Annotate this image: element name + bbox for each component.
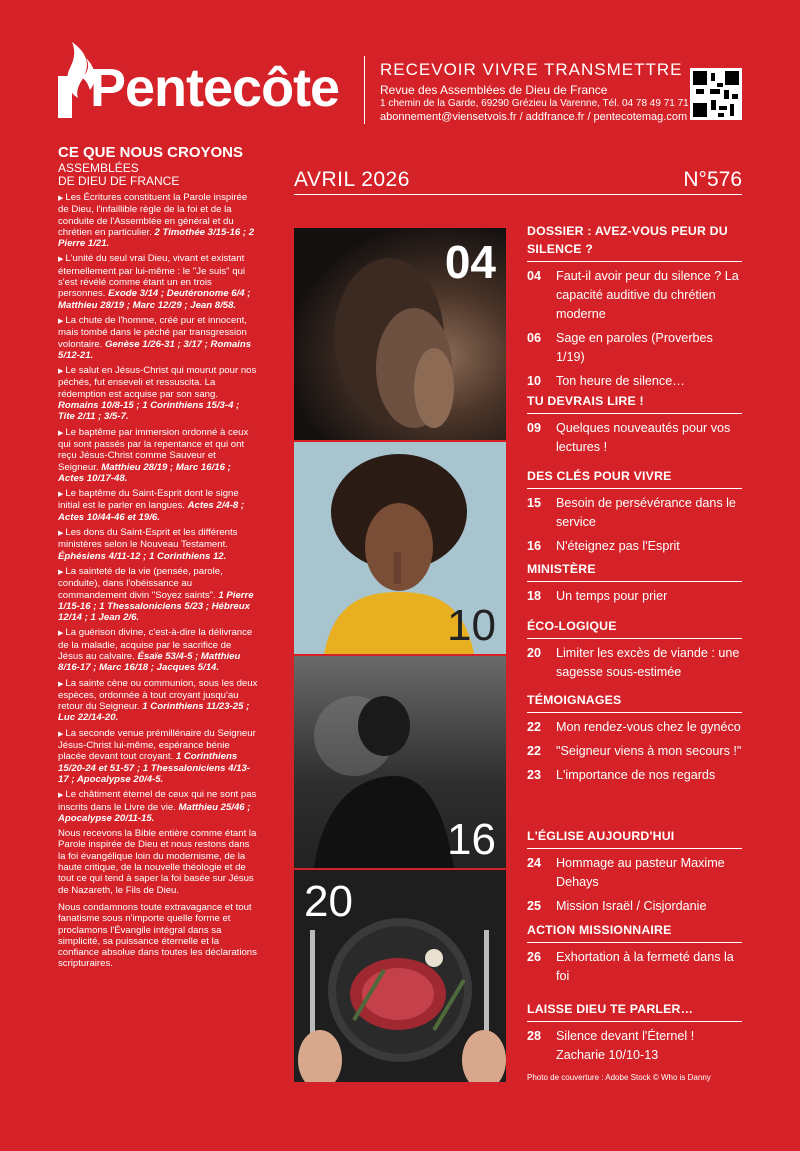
bullet-triangle-icon: ▶ xyxy=(58,491,64,499)
toc-entry-title: Hommage au pasteur Maxime Dehays xyxy=(556,856,725,889)
toc-section-title: TU DEVRAIS LIRE ! xyxy=(527,394,644,408)
toc-entry-title: "Seigneur viens à mon secours !" xyxy=(556,744,742,758)
bullet-triangle-icon: ▶ xyxy=(58,429,64,437)
belief-text: La guérison divine, c'est-à-dire la délivrance de la maladie, acquise par le sacrifice de Jésus au calvaire. xyxy=(58,627,253,662)
bullet-triangle-icon: ▶ xyxy=(58,195,64,202)
bullet-triangle-icon: ▶ xyxy=(58,256,64,264)
belief-reference: 2 Timothée 3/15-16 ; 2 Pierre 1/21. xyxy=(58,226,255,250)
belief-item xyxy=(58,627,258,673)
publisher-line: Revue des Assemblées de Dieu de France xyxy=(380,83,608,97)
section-divider xyxy=(527,488,742,489)
qr-code-icon[interactable] xyxy=(690,68,742,120)
section-divider xyxy=(527,638,742,639)
toc-page-number: 26 xyxy=(527,950,542,964)
toc-section-title: DES CLÉS POUR VIVRE xyxy=(527,469,672,483)
belief-reference: Matthieu 28/19 ; Marc 16/16 ; Actes 10/17-48. xyxy=(58,461,231,484)
issue-month: AVRIL 2026 xyxy=(294,168,410,191)
tagline: RECEVOIR VIVRE TRANSMETTRE xyxy=(380,60,683,79)
beliefs-paragraph-2: Nous condamnons toute extravagance et tout fanatisme sous n'importe quelle forme et proclamons l'Évangile intégral dans sa simplicité, sa puissance éternelle et la confiance absolue dans toutes les déclarations scripturaires. xyxy=(58,901,257,970)
bullet-triangle-icon: ▶ xyxy=(58,792,64,800)
belief-item xyxy=(58,365,258,422)
toc-page-number: 04 xyxy=(527,269,542,283)
toc-section xyxy=(527,560,742,611)
belief-text: Le baptême du Saint-Esprit dont le signe initial est le parler en langues. xyxy=(58,488,239,512)
bullet-triangle-icon: ▶ xyxy=(58,530,64,538)
belief-item xyxy=(58,678,258,724)
toc-page-number: 22 xyxy=(527,744,542,758)
toc-section xyxy=(527,1000,742,1070)
toc-page-number: 16 xyxy=(527,539,542,553)
toc-entry[interactable] xyxy=(527,897,742,916)
toc-page-number: 25 xyxy=(527,899,542,913)
bullet-triangle-icon: ▶ xyxy=(58,730,64,738)
section-divider xyxy=(527,413,742,414)
header-divider xyxy=(364,56,365,124)
belief-reference: Ésaïe 53/4-5 ; Matthieu 8/16-17 ; Marc 16/18 ; Jacques 5/14. xyxy=(58,650,241,674)
bullet-triangle-icon: ▶ xyxy=(58,368,64,376)
toc-entry-title: Limiter les excès de viande : une sagesse sous-estimée xyxy=(556,646,740,679)
belief-reference: Actes 2/4-8 ; Actes 10/44-46 et 19/6. xyxy=(58,500,245,523)
section-divider xyxy=(527,942,742,943)
toc-entry-title: Besoin de persévérance dans le service xyxy=(556,496,736,529)
toc-section xyxy=(527,392,742,462)
belief-text: Les dons du Saint-Esprit et les différents ministères selon le Nouveau Testament. xyxy=(58,527,238,551)
toc-entry[interactable] xyxy=(527,742,742,761)
belief-item xyxy=(58,527,258,562)
toc-entry-title: Mission Israël / Cisjordanie xyxy=(556,899,707,913)
issue-bar xyxy=(294,164,742,195)
toc-section xyxy=(527,617,742,687)
belief-text: Le châtiment éternel de ceux qui ne sont pas inscrits dans le Livre de vie. xyxy=(58,789,257,813)
belief-text: Les Écritures constituent la Parole inspirée de Dieu, l'infaillible règle de la foi et de la conduite de l'Assemblée en général et du chrétien en particulier. xyxy=(58,192,248,238)
bullet-triangle-icon: ▶ xyxy=(58,680,64,688)
contact-line[interactable]: abonnement@viensetvois.fr / addfrance.fr / pentecotemag.com xyxy=(380,111,688,123)
belief-text: Le salut en Jésus-Christ qui mourut pour nos péchés, fut enseveli et ressuscita. La rédemption est acquise par son sang. xyxy=(58,365,257,400)
toc-page-number: 10 xyxy=(527,374,542,388)
toc-entry-title: L'importance de nos regards xyxy=(556,768,716,782)
toc-page-number: 23 xyxy=(527,768,542,782)
toc-entry[interactable] xyxy=(527,267,742,324)
belief-item xyxy=(58,192,258,249)
belief-text: L'unité du seul vrai Dieu, vivant et existant éternellement par lui-même : le "Je suis" qui s'est révélé comme étant un en trois personnes. xyxy=(58,253,246,300)
bullet-triangle-icon: ▶ xyxy=(58,568,64,576)
beliefs-subtitle-2: DE DIEU DE FRANCE xyxy=(58,174,180,188)
toc-page-number: 22 xyxy=(527,720,542,734)
photo-man-looking-up[interactable] xyxy=(294,656,506,868)
bullet-triangle-icon: ▶ xyxy=(58,317,64,325)
belief-item xyxy=(58,566,258,623)
toc-section xyxy=(527,467,742,561)
beliefs-paragraph-1: Nous recevons la Bible entière comme étant la Parole inspirée de Dieu et nous restons dans la foi évangélique loin du modernisme, de la haute critique, de la nouvelle théologie et de tout ce qui tend à saper la foi basée sur Jésus de Nazareth, le Fils de Dieu. xyxy=(58,828,257,896)
belief-text: La chute de l'homme, créé pur et innocent, mais tombé dans le péché par transgression volontaire. xyxy=(58,314,247,350)
bullet-triangle-icon: ▶ xyxy=(58,630,64,638)
belief-item xyxy=(58,789,258,824)
toc-section xyxy=(527,827,742,921)
logo-wordmark: Pentecôte xyxy=(90,58,340,118)
beliefs-subtitle-1: ASSEMBLÉES xyxy=(58,161,139,175)
section-divider xyxy=(527,712,742,713)
issue-number: N°576 xyxy=(683,168,742,191)
toc-entry[interactable] xyxy=(527,372,742,391)
beliefs-title: CE QUE NOUS CROYONS xyxy=(58,144,244,161)
toc-section-title: MINISTÈRE xyxy=(527,562,596,576)
toc-entry[interactable] xyxy=(527,537,742,556)
toc-page-number: 15 xyxy=(527,496,542,510)
toc-entry[interactable] xyxy=(527,644,742,682)
belief-reference: 1 Corinthiens 11/23-25 ; Luc 22/14-20. xyxy=(58,701,250,724)
toc-entry[interactable] xyxy=(527,494,742,532)
section-divider xyxy=(527,1021,742,1022)
belief-item xyxy=(58,728,258,785)
photo-silence-woman[interactable] xyxy=(294,442,506,654)
toc-entry[interactable] xyxy=(527,587,742,606)
toc-entry[interactable] xyxy=(527,718,742,737)
toc-section-title: ACTION MISSIONNAIRE xyxy=(527,923,672,937)
toc-entry-title: Un temps pour prier xyxy=(556,589,668,603)
toc-section xyxy=(527,921,742,991)
toc-section-title: LAISSE DIEU TE PARLER… xyxy=(527,1002,694,1016)
toc-entry-title: Silence devant l'Éternel ! Zacharie 10/10-13 xyxy=(556,1029,695,1062)
belief-item xyxy=(58,488,258,523)
photo-page-10: 10 xyxy=(447,601,496,650)
belief-item xyxy=(58,315,258,361)
photo-credit: Photo de couverture : Adobe Stock © Who is Danny xyxy=(527,1073,711,1082)
pentecote-logo[interactable] xyxy=(52,40,352,120)
toc-entry[interactable] xyxy=(527,1027,742,1065)
toc-page-number: 20 xyxy=(527,646,542,660)
toc-entry[interactable] xyxy=(527,948,742,986)
section-divider xyxy=(527,581,742,582)
belief-reference: Genèse 1/26-31 ; 3/17 ; Romains 5/12-21. xyxy=(58,338,252,361)
beliefs-list xyxy=(58,192,258,824)
toc-page-number: 06 xyxy=(527,331,542,345)
photo-page-04: 04 xyxy=(444,236,496,288)
toc-entry[interactable] xyxy=(527,766,742,785)
belief-text: La seconde venue prémillénaire du Seigneur Jésus-Christ lui-même, espérance bénie placée devant tout croyant. xyxy=(58,727,256,763)
belief-reference: 1 Pierre 1/15-16 ; 1 Thessaloniciens 5/23 ; Hébreux 12/14 ; 1 Jean 2/6. xyxy=(58,589,254,624)
belief-item xyxy=(58,427,258,484)
photo-praying-man[interactable] xyxy=(294,228,506,440)
photo-steak-plate[interactable] xyxy=(294,870,506,1082)
belief-reference: Romains 10/8-15 ; 1 Corinthiens 15/3-4 ; Tite 2/11 ; 3/5-7. xyxy=(58,400,240,423)
toc-entry-title: Ton heure de silence… xyxy=(556,374,685,388)
toc-section-title: TÉMOIGNAGES xyxy=(527,693,622,707)
toc-page-number: 18 xyxy=(527,589,542,603)
toc-section xyxy=(527,222,742,396)
toc-entry[interactable] xyxy=(527,854,742,892)
belief-reference: Exode 3/14 ; Deutéronome 6/4 ; Matthieu 28/19 ; Marc 12/29 ; Jean 8/58. xyxy=(58,288,251,311)
photo-page-16: 16 xyxy=(447,815,496,864)
toc-entry-title: Sage en paroles (Proverbes 1/19) xyxy=(556,331,713,364)
belief-text: La sainteté de la vie (pensée, parole, conduite), dans l'obéissance au commandement divin "Soyez saints". xyxy=(58,565,223,601)
toc-entry-title: Faut-il avoir peur du silence ? La capacité auditive du chrétien moderne xyxy=(556,269,739,321)
masthead xyxy=(0,0,800,140)
section-divider xyxy=(527,848,742,849)
belief-text: Le baptême par immersion ordonné à ceux qui sont passés par la repentance et qui ont reçu Jésus-Christ comme Sauveur et Seigneur. xyxy=(58,426,249,473)
photo-page-20: 20 xyxy=(304,877,353,926)
toc-entry[interactable] xyxy=(527,329,742,367)
toc-section-title: L'ÉGLISE AUJOURD'HUI xyxy=(527,829,675,843)
beliefs-column xyxy=(58,144,258,976)
toc-entry[interactable] xyxy=(527,419,742,457)
toc-page-number: 24 xyxy=(527,856,542,870)
toc-section-title: DOSSIER : AVEZ-VOUS PEUR DU SILENCE ? xyxy=(527,224,728,256)
toc-section xyxy=(527,691,742,790)
section-divider xyxy=(527,261,742,262)
toc-entry-title: N'éteignez pas l'Esprit xyxy=(556,539,680,553)
toc-entry-title: Quelques nouveautés pour vos lectures ! xyxy=(556,421,731,454)
toc-page-number: 09 xyxy=(527,421,542,435)
belief-reference: Matthieu 25/46 ; Apocalypse 20/11-15. xyxy=(58,801,251,824)
toc-entry-title: Mon rendez-vous chez le gynéco xyxy=(556,720,741,734)
belief-item xyxy=(58,253,258,310)
address-line: 1 chemin de la Garde, 69290 Grézieu la Varenne, Tél. 04 78 49 71 71 xyxy=(380,98,689,109)
belief-text: La sainte cène ou communion, sous les deux espèces, ordonnée à tout croyant jusqu'au retour du Seigneur. xyxy=(58,677,258,713)
toc-section-title: ÉCO-LOGIQUE xyxy=(527,619,617,633)
toc-page-number: 28 xyxy=(527,1029,542,1043)
belief-reference: 1 Corinthiens 15/20-24 et 51-57 ; 1 Thessaloniciens 4/13-17 ; Apocalypse 20/4-5. xyxy=(58,751,250,785)
toc-entry-title: Exhortation à la fermeté dans la foi xyxy=(556,950,734,983)
belief-reference: Éphésiens 4/11-12 ; 1 Corinthiens 12. xyxy=(58,550,227,562)
